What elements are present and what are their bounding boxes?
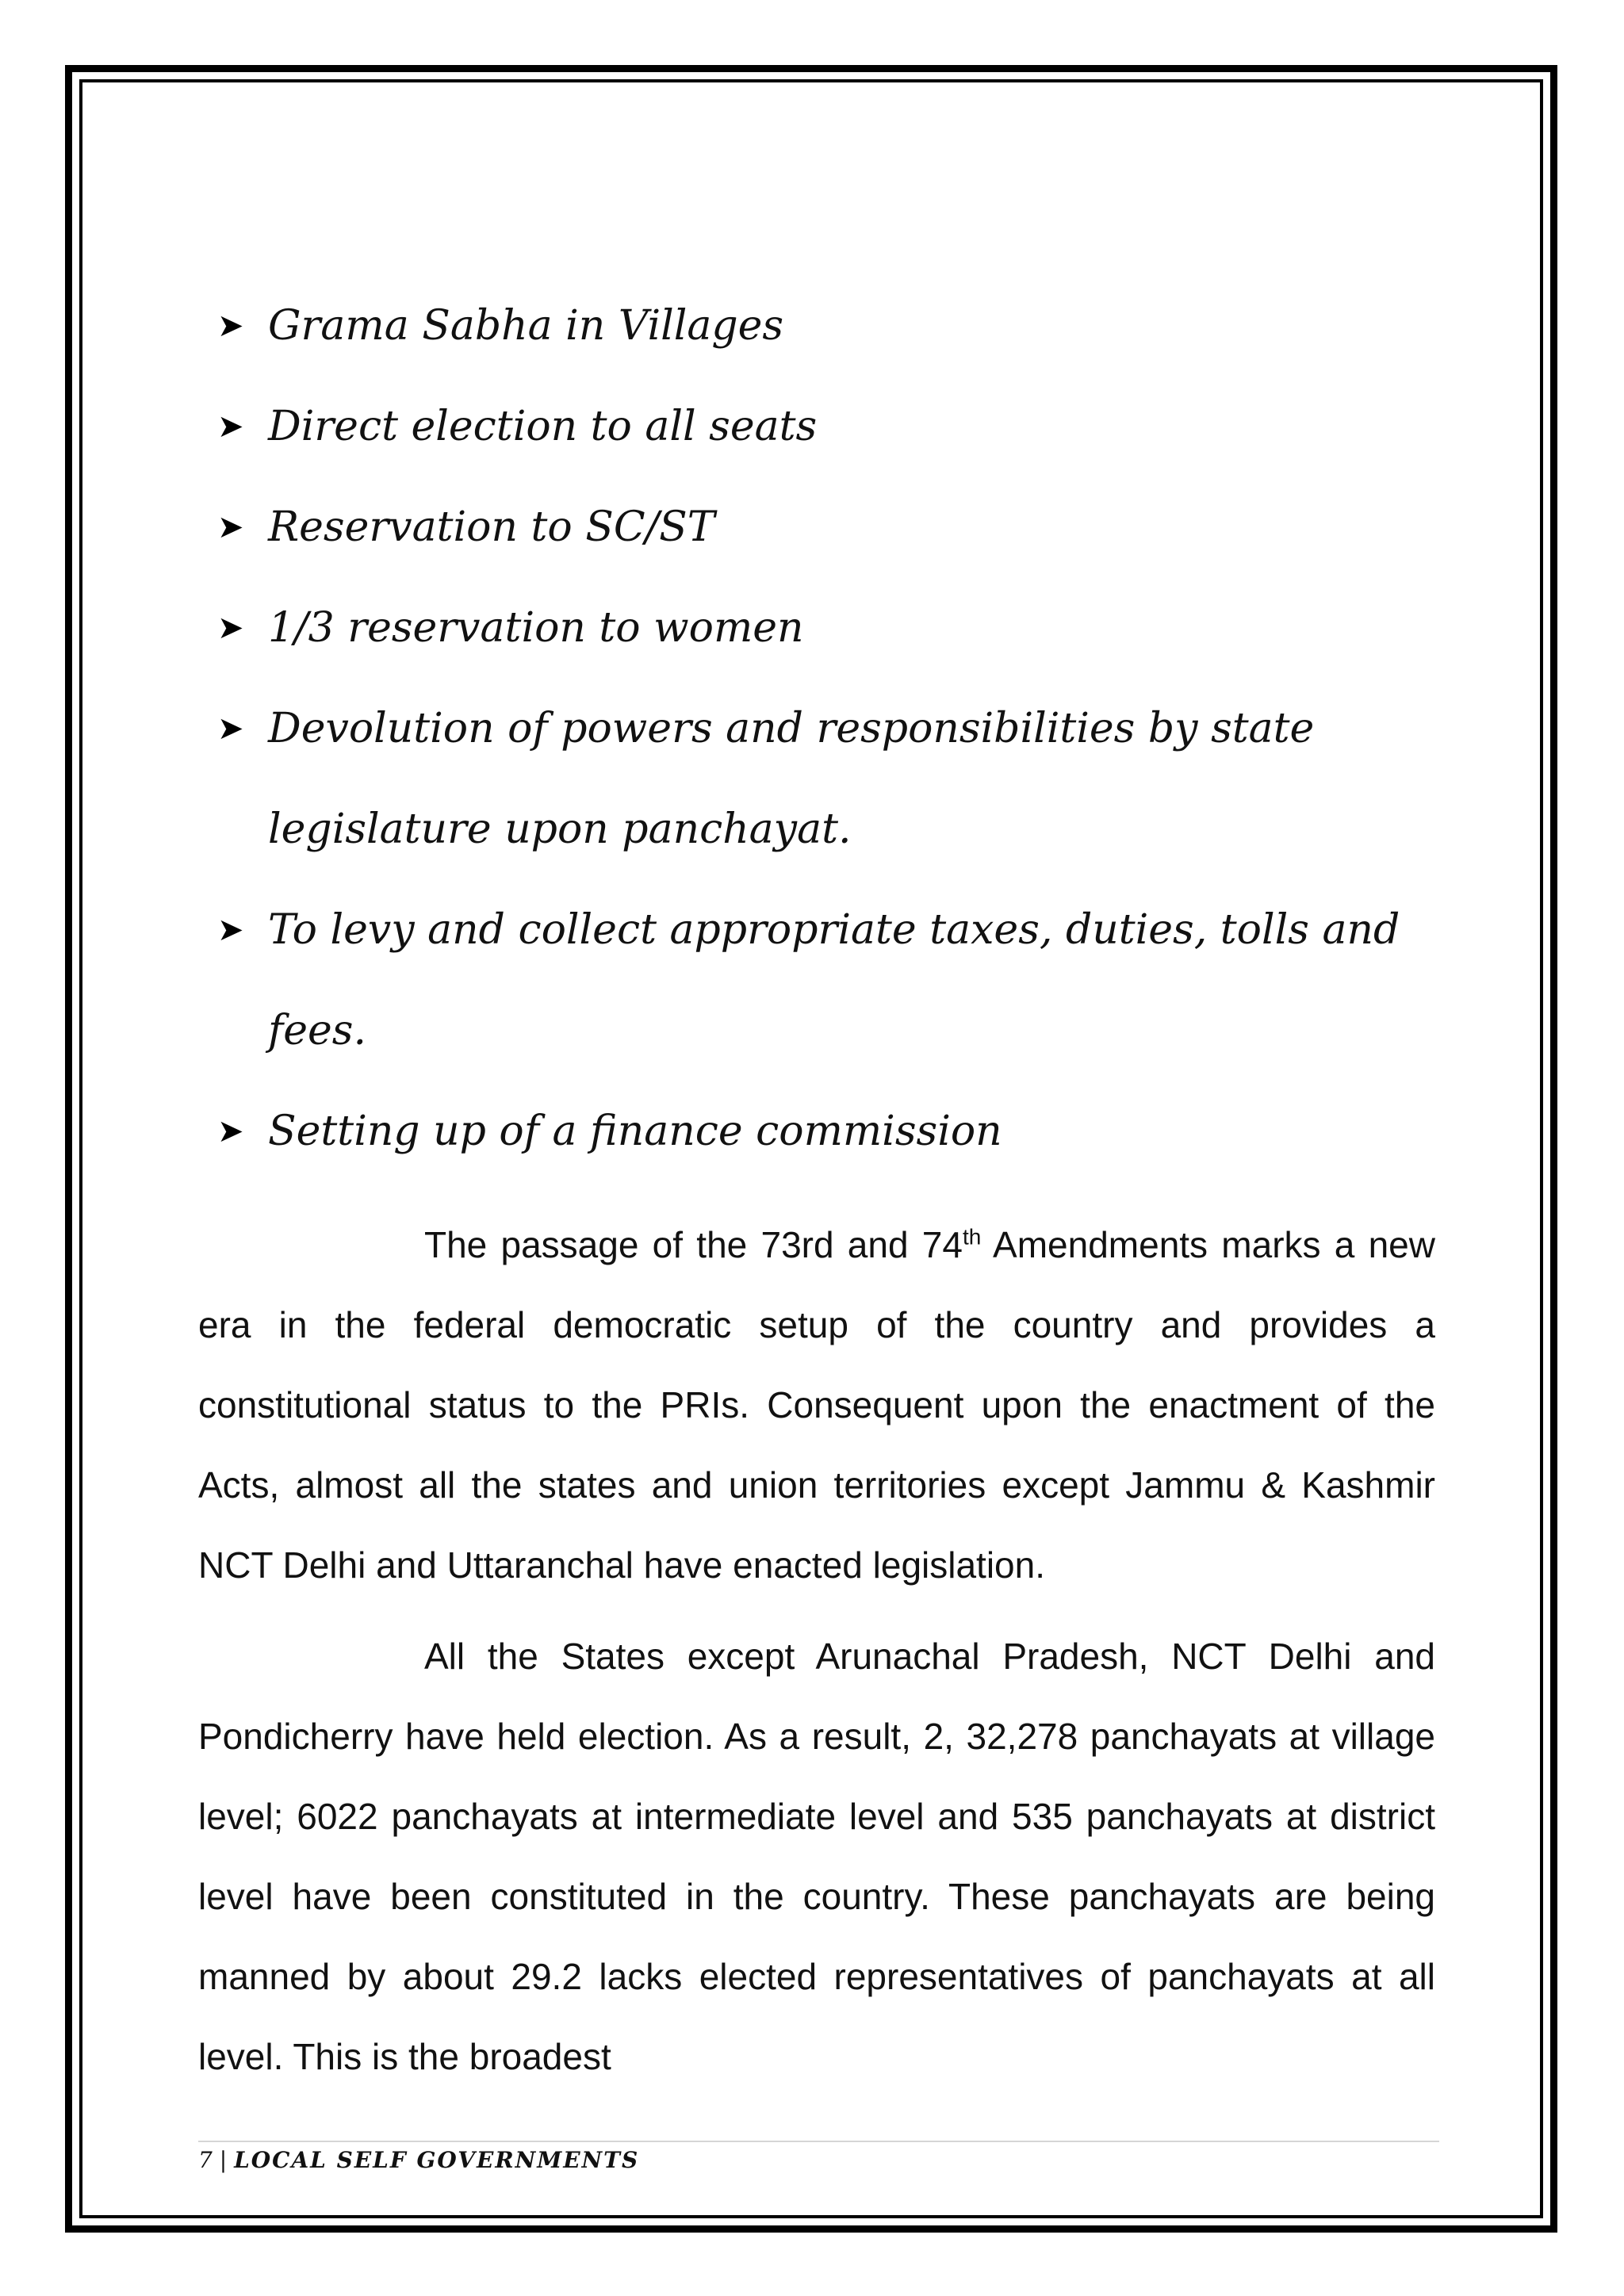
page-footer <box>198 2147 639 2173</box>
feature-bullet-list <box>213 276 1450 1182</box>
list-item: ➤ Reservation to SC/ST <box>213 477 1450 578</box>
arrowhead-bullet-icon: ➤ <box>217 408 244 445</box>
footer-divider <box>198 2141 1439 2142</box>
list-item: ➤ Devolution of powers and responsibilities by state legislature upon panchayat. <box>213 679 1450 880</box>
footer-title: LOCAL SELF GOVERNMENTS <box>234 2147 640 2173</box>
page-number: 7 <box>198 2147 213 2173</box>
arrowhead-bullet-icon: ➤ <box>217 912 244 948</box>
footer-separator: | <box>219 2147 228 2173</box>
body-text <box>198 1205 1435 2108</box>
list-item: ➤ 1/3 reservation to women <box>213 578 1450 679</box>
list-item: ➤ To levy and collect appropriate taxes, duties, tolls and fees. <box>213 880 1450 1081</box>
arrowhead-bullet-icon: ➤ <box>217 308 244 344</box>
arrowhead-bullet-icon: ➤ <box>217 509 244 545</box>
list-item: ➤ Setting up of a finance commission <box>213 1081 1450 1182</box>
paragraph-amendments: The passage of the 73rd and 74th Amendments marks a new era in the federal democratic setup of the country and provides a constitutional status to the PRIs. Consequent upon the enactment of the Acts, almost all the states and union territories except Jammu & Kashmir NCT Delhi and Uttaranchal have enacted legislation. <box>198 1224 1435 1586</box>
paragraph-elections: All the States except Arunachal Pradesh, NCT Delhi and Pondicherry have held election. As a result, 2, 32,278 panchayats at village level; 6022 panchayats at intermediate level and 535 panchayats at district level have been constituted in the country. These panchayats are being manned by about 29.2 lacks elected representatives of panchayats at all level. This is the broadest <box>198 1636 1435 2077</box>
list-item: ➤ Grama Sabha in Villages <box>213 276 1450 377</box>
arrowhead-bullet-icon: ➤ <box>217 710 244 747</box>
list-item: ➤ Direct election to all seats <box>213 377 1450 477</box>
arrowhead-bullet-icon: ➤ <box>217 1113 244 1150</box>
arrowhead-bullet-icon: ➤ <box>217 610 244 646</box>
